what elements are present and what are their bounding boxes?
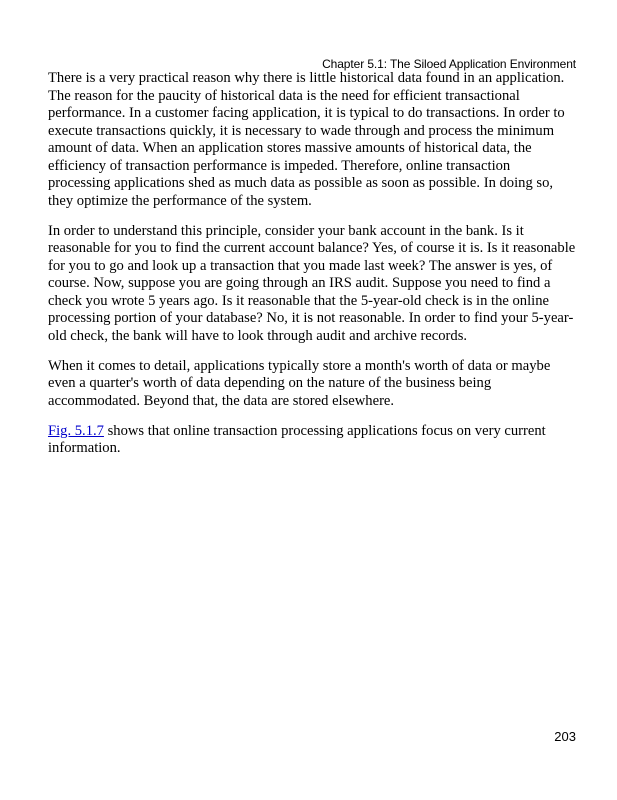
paragraph-bank-account-example: In order to understand this principle, consider your bank account in the bank. Is it reasonable for you to find the current account balance? Yes, of course it is. Is it reasonable for you to go and look up a transaction that you made last week? The answer is yes, of course. Now, suppose you are going through an IRS audit. Suppose you need to find a check you wrote 5 years ago. Is it reasonable that the 5-year-old check is in the online processing portion of your database? No, it is not reasonable. In order to find your 5-year-old check, the bank will have to look through audit and archive records. <box>48 222 576 344</box>
body-text <box>48 70 576 470</box>
paragraph-detail-retention: When it comes to detail, applications typically store a month's worth of data or maybe even a quarter's worth of data depending on the nature of the business being accommodated. Beyond that, the data are stored elsewhere. <box>48 357 551 409</box>
figure-link[interactable]: Fig. 5.1.7 <box>48 422 104 439</box>
paragraph-figure-reference <box>48 423 576 458</box>
paragraph-historical-data-reason: There is a very practical reason why there is little historical data found in an application. The reason for the paucity of historical data is the need for efficient transactional performance. In a customer facing application, it is typical to do transactions. In order to execute transactions quickly, it is necessary to wade through and process the minimum amount of data. When an application stores massive amounts of historical data, the efficiency of transaction performance is impeded. Therefore, online transaction processing applications shed as much data as possible as soon as possible. In doing so, they optimize the performance of the system. <box>48 70 565 209</box>
page-number: 203 <box>554 729 576 744</box>
running-header: Chapter 5.1: The Siloed Application Environment <box>322 57 576 71</box>
figure-reference-text: shows that online transaction processing applications focus on very current information. <box>48 422 546 456</box>
